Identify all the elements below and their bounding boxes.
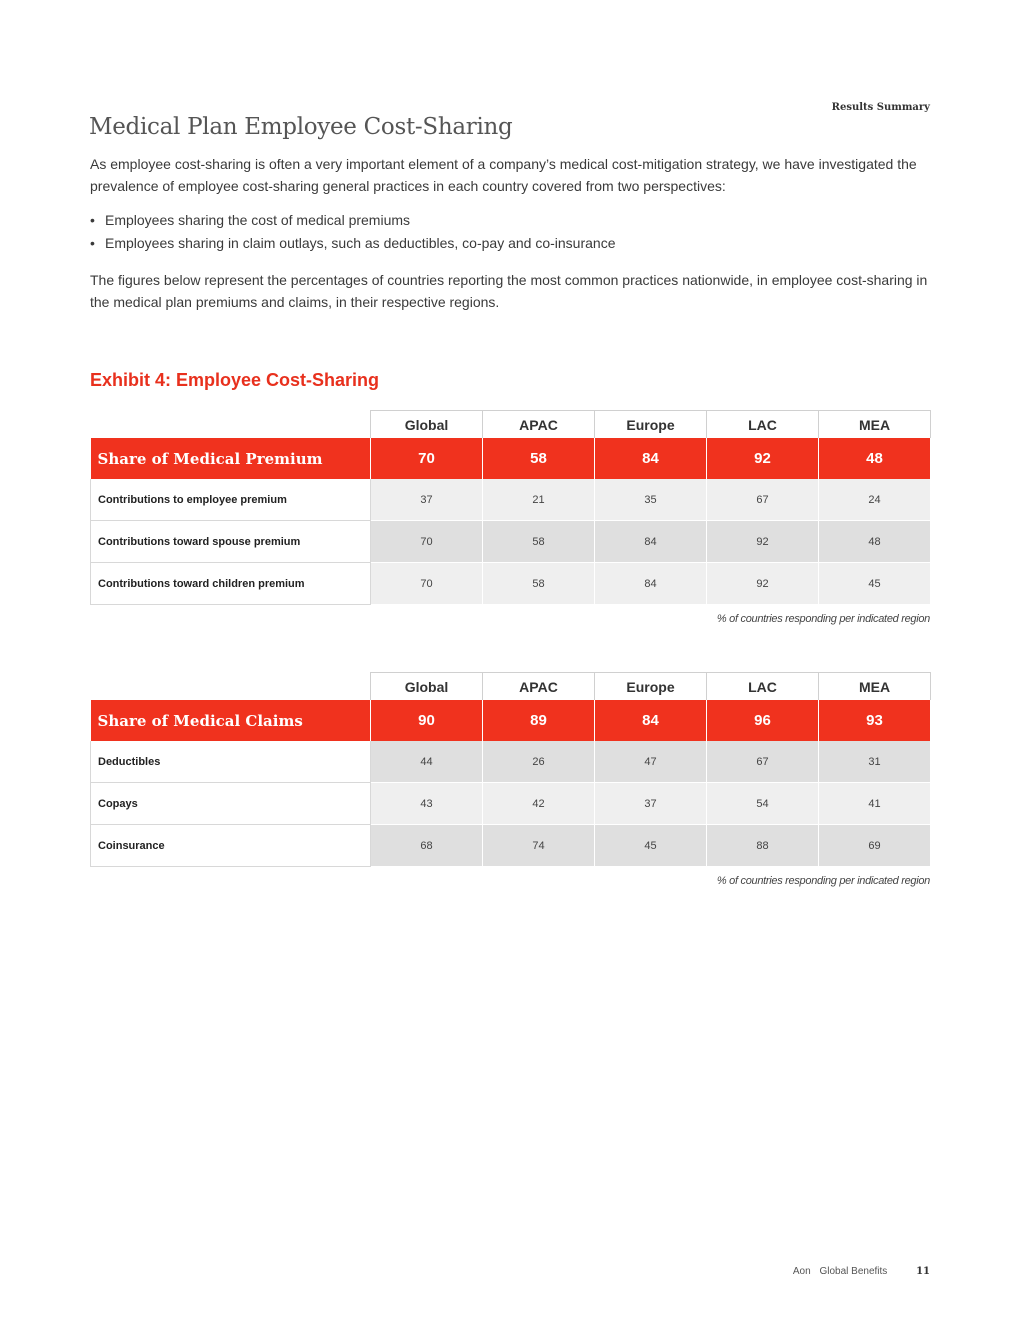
footnote: % of countries responding per indicated region (716, 875, 930, 887)
summary-row (91, 700, 931, 741)
column-header: Europe (595, 411, 707, 439)
table-cell: 92 (707, 521, 819, 563)
summary-cell: 84 (595, 438, 707, 479)
footer-publication: Global Benefits (819, 1266, 888, 1277)
table-cell: 58 (483, 521, 595, 563)
summary-cell: 96 (707, 700, 819, 741)
table-cell: 43 (371, 783, 483, 825)
table-cell: 92 (707, 563, 819, 605)
column-header: MEA (819, 673, 931, 701)
intro-paragraph-1: As employee cost-sharing is often a very important element of a company’s medical cost-mitigation strategy, we have investigated the prevalence of employee cost-sharing general practices in each country covered from two perspectives: (90, 156, 917, 194)
header-blank (91, 411, 371, 439)
column-header: LAC (707, 411, 819, 439)
row-label: Deductibles (91, 741, 371, 783)
table-cell: 35 (595, 479, 707, 521)
row-label: Contributions to employee premium (91, 479, 371, 521)
page-title: Medical Plan Employee Cost-Sharing (89, 114, 513, 140)
summary-cell: 92 (707, 438, 819, 479)
table-cell: 84 (595, 563, 707, 605)
table-cell: 48 (819, 521, 931, 563)
table-cell: 70 (371, 521, 483, 563)
table-cell: 37 (371, 479, 483, 521)
table-cell: 44 (371, 741, 483, 783)
table-cell: 74 (483, 825, 595, 867)
row-label: Coinsurance (91, 825, 371, 867)
table-cell: 37 (595, 783, 707, 825)
table-cell: 47 (595, 741, 707, 783)
summary-cell: 58 (483, 438, 595, 479)
table-cell: 69 (819, 825, 931, 867)
table-cell: 68 (371, 825, 483, 867)
column-header: Europe (595, 673, 707, 701)
claims-table (90, 672, 931, 867)
table-cell: 70 (371, 563, 483, 605)
summary-cell: 90 (371, 700, 483, 741)
table-cell: 21 (483, 479, 595, 521)
footer-brand: Aon (792, 1266, 811, 1277)
table-cell: 58 (483, 563, 595, 605)
intro-bullet-list (90, 209, 930, 255)
table-cell: 41 (819, 783, 931, 825)
footnote: % of countries responding per indicated region (716, 613, 930, 625)
table-cell: 67 (707, 479, 819, 521)
summary-cell: 84 (595, 700, 707, 741)
row-label: Copays (91, 783, 371, 825)
exhibit-title: Exhibit 4: Employee Cost-Sharing (90, 370, 380, 390)
table-cell: 84 (595, 521, 707, 563)
column-header: APAC (483, 411, 595, 439)
table-row (91, 563, 931, 605)
table-row (91, 825, 931, 867)
table-row (91, 521, 931, 563)
row-label: Contributions toward spouse premium (91, 521, 371, 563)
intro-text (90, 153, 930, 313)
column-header: Global (371, 411, 483, 439)
column-header: APAC (483, 673, 595, 701)
table-cell: 24 (819, 479, 931, 521)
table-cell: 88 (707, 825, 819, 867)
table-cell: 31 (819, 741, 931, 783)
table-cell: 45 (819, 563, 931, 605)
bullet-item: • Employees sharing in claim outlays, such as deductibles, co-pay and co-insurance (90, 232, 930, 255)
column-header: Global (371, 673, 483, 701)
table-cell: 54 (707, 783, 819, 825)
table-cell: 26 (483, 741, 595, 783)
table-cell: 45 (595, 825, 707, 867)
summary-row (91, 438, 931, 479)
row-label: Contributions toward children premium (91, 563, 371, 605)
table-cell: 67 (707, 741, 819, 783)
section-tag: Results Summary (831, 102, 930, 113)
column-header: MEA (819, 411, 931, 439)
header-blank (91, 673, 371, 701)
summary-cell: 93 (819, 700, 931, 741)
summary-cell: 48 (819, 438, 931, 479)
summary-cell: 70 (371, 438, 483, 479)
bullet-item: • Employees sharing the cost of medical premiums (90, 209, 930, 232)
premium-table (90, 410, 931, 605)
table-row (91, 741, 931, 783)
page-footer (787, 1266, 930, 1277)
intro-paragraph-2: The figures below represent the percentages of countries reporting the most common practices nationwide, in employee cost-sharing in the medical plan premiums and claims, in their respective regions. (90, 272, 928, 310)
table-row (91, 479, 931, 521)
column-header: LAC (707, 673, 819, 701)
page-number: 11 (916, 1266, 930, 1277)
table-row (91, 783, 931, 825)
row-label: Share of Medical Premium (91, 438, 371, 479)
row-label: Share of Medical Claims (91, 700, 371, 741)
summary-cell: 89 (483, 700, 595, 741)
table-cell: 42 (483, 783, 595, 825)
